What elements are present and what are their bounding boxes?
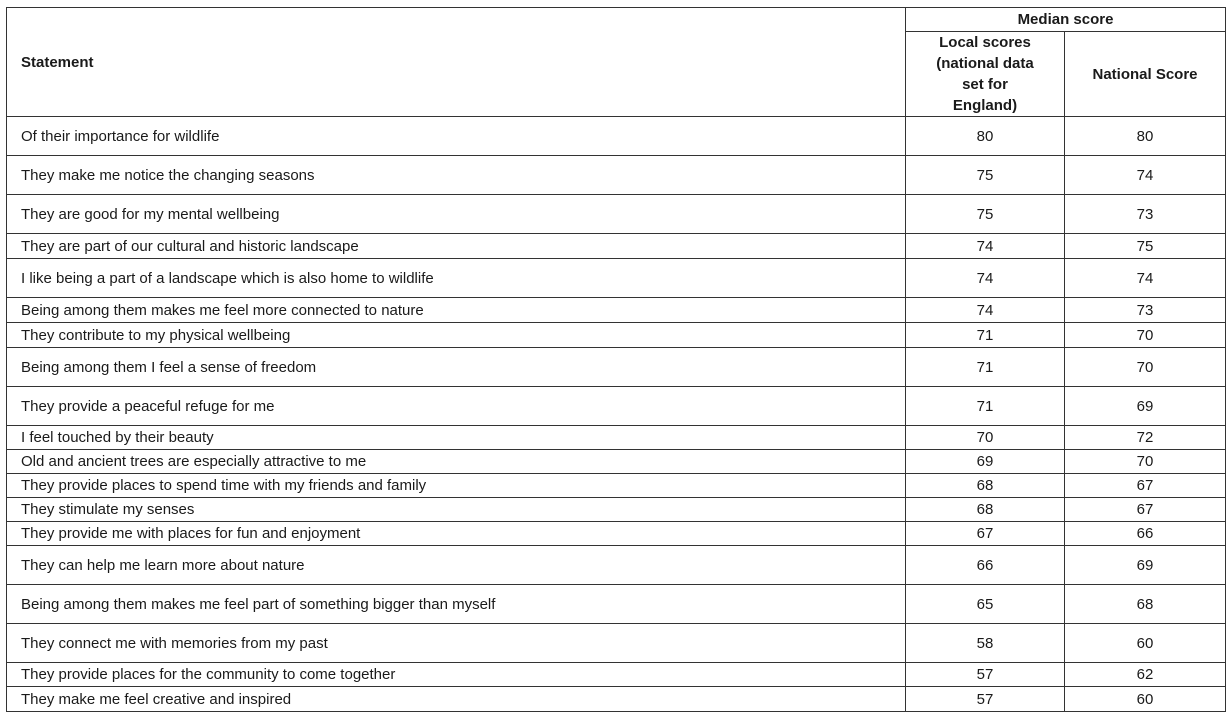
table-row	[7, 323, 1226, 348]
national-score-cell: 69	[1065, 387, 1226, 426]
local-score-cell: 74	[906, 259, 1065, 298]
local-score-cell: 71	[906, 387, 1065, 426]
local-score-cell: 70	[906, 426, 1065, 450]
statement-cell: They are good for my mental wellbeing	[7, 195, 906, 234]
table-row	[7, 117, 1226, 156]
national-score-cell: 70	[1065, 450, 1226, 474]
statement-cell: They are part of our cultural and historic landscape	[7, 234, 906, 259]
table-row	[7, 663, 1226, 687]
table-row	[7, 687, 1226, 712]
table-row	[7, 426, 1226, 450]
national-score-cell: 62	[1065, 663, 1226, 687]
table-row	[7, 474, 1226, 498]
local-score-cell: 66	[906, 546, 1065, 585]
local-score-cell: 74	[906, 234, 1065, 259]
table-row	[7, 498, 1226, 522]
national-score-cell: 69	[1065, 546, 1226, 585]
national-score-cell: 66	[1065, 522, 1226, 546]
table-row	[7, 522, 1226, 546]
median-score-table	[6, 7, 1226, 712]
local-score-cell: 58	[906, 624, 1065, 663]
statement-cell: Old and ancient trees are especially attractive to me	[7, 450, 906, 474]
local-score-cell: 71	[906, 323, 1065, 348]
statement-cell: Of their importance for wildlife	[7, 117, 906, 156]
national-score-cell: 75	[1065, 234, 1226, 259]
statement-cell: They provide places for the community to come together	[7, 663, 906, 687]
statement-cell: I like being a part of a landscape which is also home to wildlife	[7, 259, 906, 298]
statement-header: Statement	[7, 8, 906, 117]
national-score-cell: 60	[1065, 624, 1226, 663]
local-score-cell: 71	[906, 348, 1065, 387]
median-score-header: Median score	[906, 8, 1226, 32]
national-score-cell: 80	[1065, 117, 1226, 156]
statement-cell: Being among them I feel a sense of freedom	[7, 348, 906, 387]
table-row	[7, 259, 1226, 298]
local-score-cell: 69	[906, 450, 1065, 474]
table-row	[7, 585, 1226, 624]
local-score-cell: 75	[906, 195, 1065, 234]
table-row	[7, 195, 1226, 234]
national-score-cell: 74	[1065, 156, 1226, 195]
local-score-cell: 67	[906, 522, 1065, 546]
table-row	[7, 387, 1226, 426]
national-score-cell: 73	[1065, 298, 1226, 323]
local-score-cell: 74	[906, 298, 1065, 323]
local-score-cell: 65	[906, 585, 1065, 624]
local-score-cell: 68	[906, 474, 1065, 498]
statement-cell: They provide a peaceful refuge for me	[7, 387, 906, 426]
national-score-cell: 72	[1065, 426, 1226, 450]
local-score-cell: 68	[906, 498, 1065, 522]
statement-cell: They provide me with places for fun and enjoyment	[7, 522, 906, 546]
statement-cell: They contribute to my physical wellbeing	[7, 323, 906, 348]
statement-cell: They stimulate my senses	[7, 498, 906, 522]
statement-cell: They make me feel creative and inspired	[7, 687, 906, 712]
local-score-cell: 57	[906, 663, 1065, 687]
statement-cell: I feel touched by their beauty	[7, 426, 906, 450]
national-score-cell: 67	[1065, 474, 1226, 498]
table-row	[7, 546, 1226, 585]
statement-cell: Being among them makes me feel part of something bigger than myself	[7, 585, 906, 624]
table-row	[7, 348, 1226, 387]
national-score-cell: 70	[1065, 323, 1226, 348]
national-score-cell: 60	[1065, 687, 1226, 712]
national-score-cell: 70	[1065, 348, 1226, 387]
local-scores-header: Local scores (national data set for England)	[906, 32, 1065, 117]
national-score-cell: 73	[1065, 195, 1226, 234]
table-row	[7, 298, 1226, 323]
statement-cell: They can help me learn more about nature	[7, 546, 906, 585]
statement-cell: They provide places to spend time with my friends and family	[7, 474, 906, 498]
national-score-cell: 68	[1065, 585, 1226, 624]
table-row	[7, 624, 1226, 663]
national-score-cell: 67	[1065, 498, 1226, 522]
local-score-cell: 57	[906, 687, 1065, 712]
statement-cell: They make me notice the changing seasons	[7, 156, 906, 195]
table-row	[7, 450, 1226, 474]
table-row	[7, 234, 1226, 259]
local-score-cell: 80	[906, 117, 1065, 156]
statement-cell: Being among them makes me feel more connected to nature	[7, 298, 906, 323]
local-score-cell: 75	[906, 156, 1065, 195]
national-score-header: National Score	[1065, 32, 1226, 117]
national-score-cell: 74	[1065, 259, 1226, 298]
table-row	[7, 156, 1226, 195]
statement-cell: They connect me with memories from my past	[7, 624, 906, 663]
